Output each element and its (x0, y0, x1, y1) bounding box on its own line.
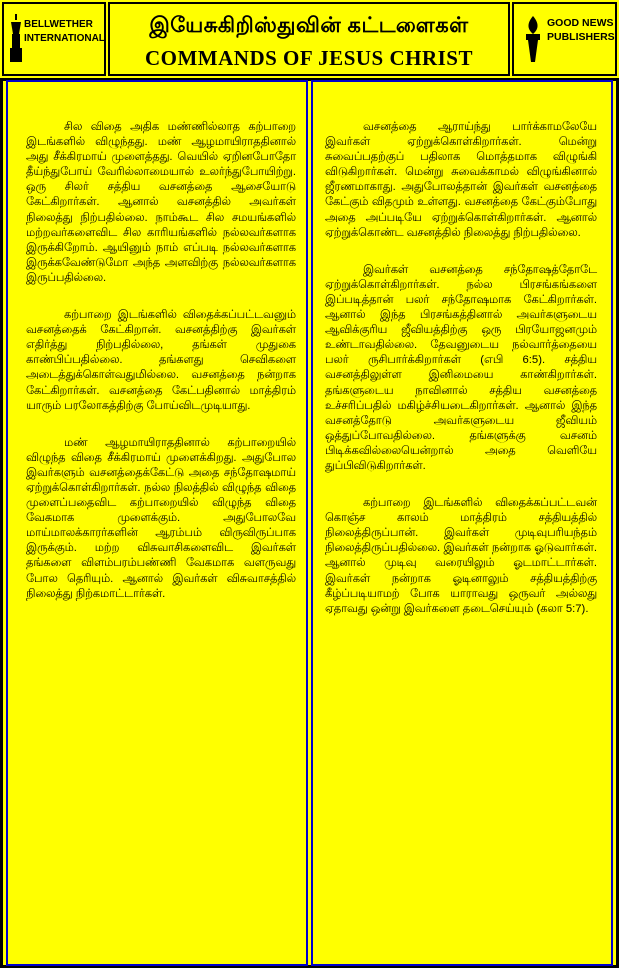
right-paragraph-3: கற்பாறை இடங்களில் விதைக்கப்பட்டவன் கொஞ்ச காலம் மாத்திரம் சத்தியத்தில் நிலைத்திருப்பான். இவர்கள் முடிவுபரியந்தம் நிலைத்திருப்பதில்லை. இவர்கள் நன்றாக ஓடுவார்கள். ஆனால் முடிவு வரையிலும் ஓடமாட்டார்கள். இவர்கள் நன்றாக ஓடினாலும் சத்தியத்திற்கு கீழ்ப்படியாமற் போக யாராவது ஒருவர் அல்லது ஏதாவது ஒன்று இவர்களை தடைசெய்யும் (கலா 5:7). (325, 497, 597, 615)
title-english: COMMANDS OF JESUS CHRIST (144, 46, 473, 70)
title-box (108, 2, 510, 76)
good-news-logo (512, 2, 617, 76)
logo-left-line1: BELLWETHER (24, 19, 93, 30)
torch-icon (522, 16, 544, 64)
left-paragraph-3: மண் ஆழமாயிராததினால் கற்பாறையில் விழுந்த விதை சீக்கிரமாய் முளைக்கிறது. அதுபோல இவர்களும் வசனத்தைக்கேட்டு அதை சந்தோஷமாய் ஏற்றுக்கொள்கிறார்கள். நல்ல நிலத்தில் விழுந்த விதை முளைப்பதைவிட கற்பாறையில் விழுந்த விதை வேகமாக முளைக்கும். அதுபோலவே மாய்மாலக்காரர்களின் ஆரம்பம் விருவிருப்பாக இருக்கும். மற்ற விசுவாசிகளைவிட இவர்கள் தங்களை விளம்பரம்பண்ணி வேகமாக வளருவது போல தெரியும். ஆனால் இவர்கள் விசுவாசத்தில் நிலைத்து நிற்கமாட்டார்கள். (26, 436, 296, 600)
logo-right-line1: GOOD NEWS (547, 17, 614, 29)
bell-tower-icon (9, 14, 23, 64)
left-paragraph-2: கற்பாறை இடங்களில் விதைக்கப்பட்டவனும் வசனத்தைக் கேட்கிறான். வசனத்திற்கு இவர்கள் எதிர்த்து நிற்பதில்லை, தங்கள் முதுகை காண்பிப்பதில்லை. தங்களது செவிகளை அடைத்துக்கொள்வதுமில்லை. வசனத்தை நன்றாக கேட்கிறார்கள். வசனத்தை கேட்பதினால் மாத்திரம் யாரும் பரலோகத்திற்கு போய்விடமுடியாது. (26, 309, 296, 412)
left-column (6, 80, 308, 966)
right-paragraph-1: வசனத்தை ஆராய்ந்து பார்க்காமலேயே இவர்கள் ஏற்றுக்கொள்கிறார்கள். மென்று சுவைப்பதற்குப் பதிலாக மொத்தமாக விழுங்கி விடுகிறார்கள். மென்று சுவைக்காமல் விழுங்கினால் ஜீரணமாகாது. அதுபோலத்தான் இவர்கள் வசனத்தை கேட்கும் விதமும் உள்ளது. வசனத்தை கேட்கும்போது அதை அப்படியே ஏற்றுக்கொள்கிறார்கள். ஆனால் ஏற்றுக்கொண்ட வசனத்தில் நிலைத்து நிற்பதில்லை. (325, 121, 597, 239)
right-column (311, 80, 613, 966)
title-tamil: இயேசுகிறிஸ்துவின் கட்டளைகள் (149, 14, 469, 37)
bellwether-text (24, 18, 105, 46)
bellwether-logo (2, 2, 106, 76)
logo-right-line2: PUBLISHERS (547, 31, 615, 43)
header (0, 0, 619, 78)
right-paragraph-2: இவர்கள் வசனத்தை சந்தோஷத்தோடே ஏற்றுக்கொள்கிறார்கள். நல்ல பிரசங்கங்களை இப்படித்தான் பலர் சந்தோஷமாக கேட்கிறார்கள். ஆனால் இந்த பிரசங்கத்தினால் அவர்களுடைய ஆவிக்குரிய ஜீவியத்திற்கு ஒரு பிரயோஜனமும் உண்டாவதில்லை. தேவனுடைய நல்வார்த்தையை பலர் ருசிபார்க்கிறார்கள் (எபி 6:5). சத்திய வசனத்திலுள்ள இனிமையை காண்கிறார்கள். தங்களுடைய நாவினால் சத்திய வசனத்தை உச்சரிப்பதில் மகிழ்ச்சியடைகிறார்கள். ஆனால் இந்த வசனத்தோடு அவர்களுடைய ஜீவியம் ஒத்துப்போவதில்லை. தங்களுக்கு வசனம் பிடிக்கவில்லையென்றால் அதை வெளியே துப்பிவிடுகிறார்கள். (325, 263, 597, 472)
logo-left-line2: INTERNATIONAL (24, 33, 105, 44)
good-news-text (547, 16, 615, 44)
left-paragraph-1: சில விதை அதிக மண்ணில்லாத கற்பாறை இடங்களில் விழுந்தது. மண் ஆழமாயிராததினால் அது சீக்கிரமாய் முளைத்தது. வெயில் ஏறினபோதோ தீய்ந்துபோய் வேரில்லாமையால் உலர்ந்துபோயிற்று. ஒரு சிலர் சத்திய வசனத்தை ஆசையோடு கேட்கிறார்கள். ஆனால் வசனத்தில் அவர்கள் நிலைத்து நிற்பதில்லை. நாம்கூட சில சமயங்களில் மற்றவர்களைவிட சில காரியங்களில் நல்லவர்களாக இருக்கிறோம். ஆயினும் நாம் எப்படி நல்லவர்களாக இருக்கவேண்டுமோ அந்த அளவிற்கு நல்லவர்களாக இருப்பதில்லை. (26, 121, 296, 284)
